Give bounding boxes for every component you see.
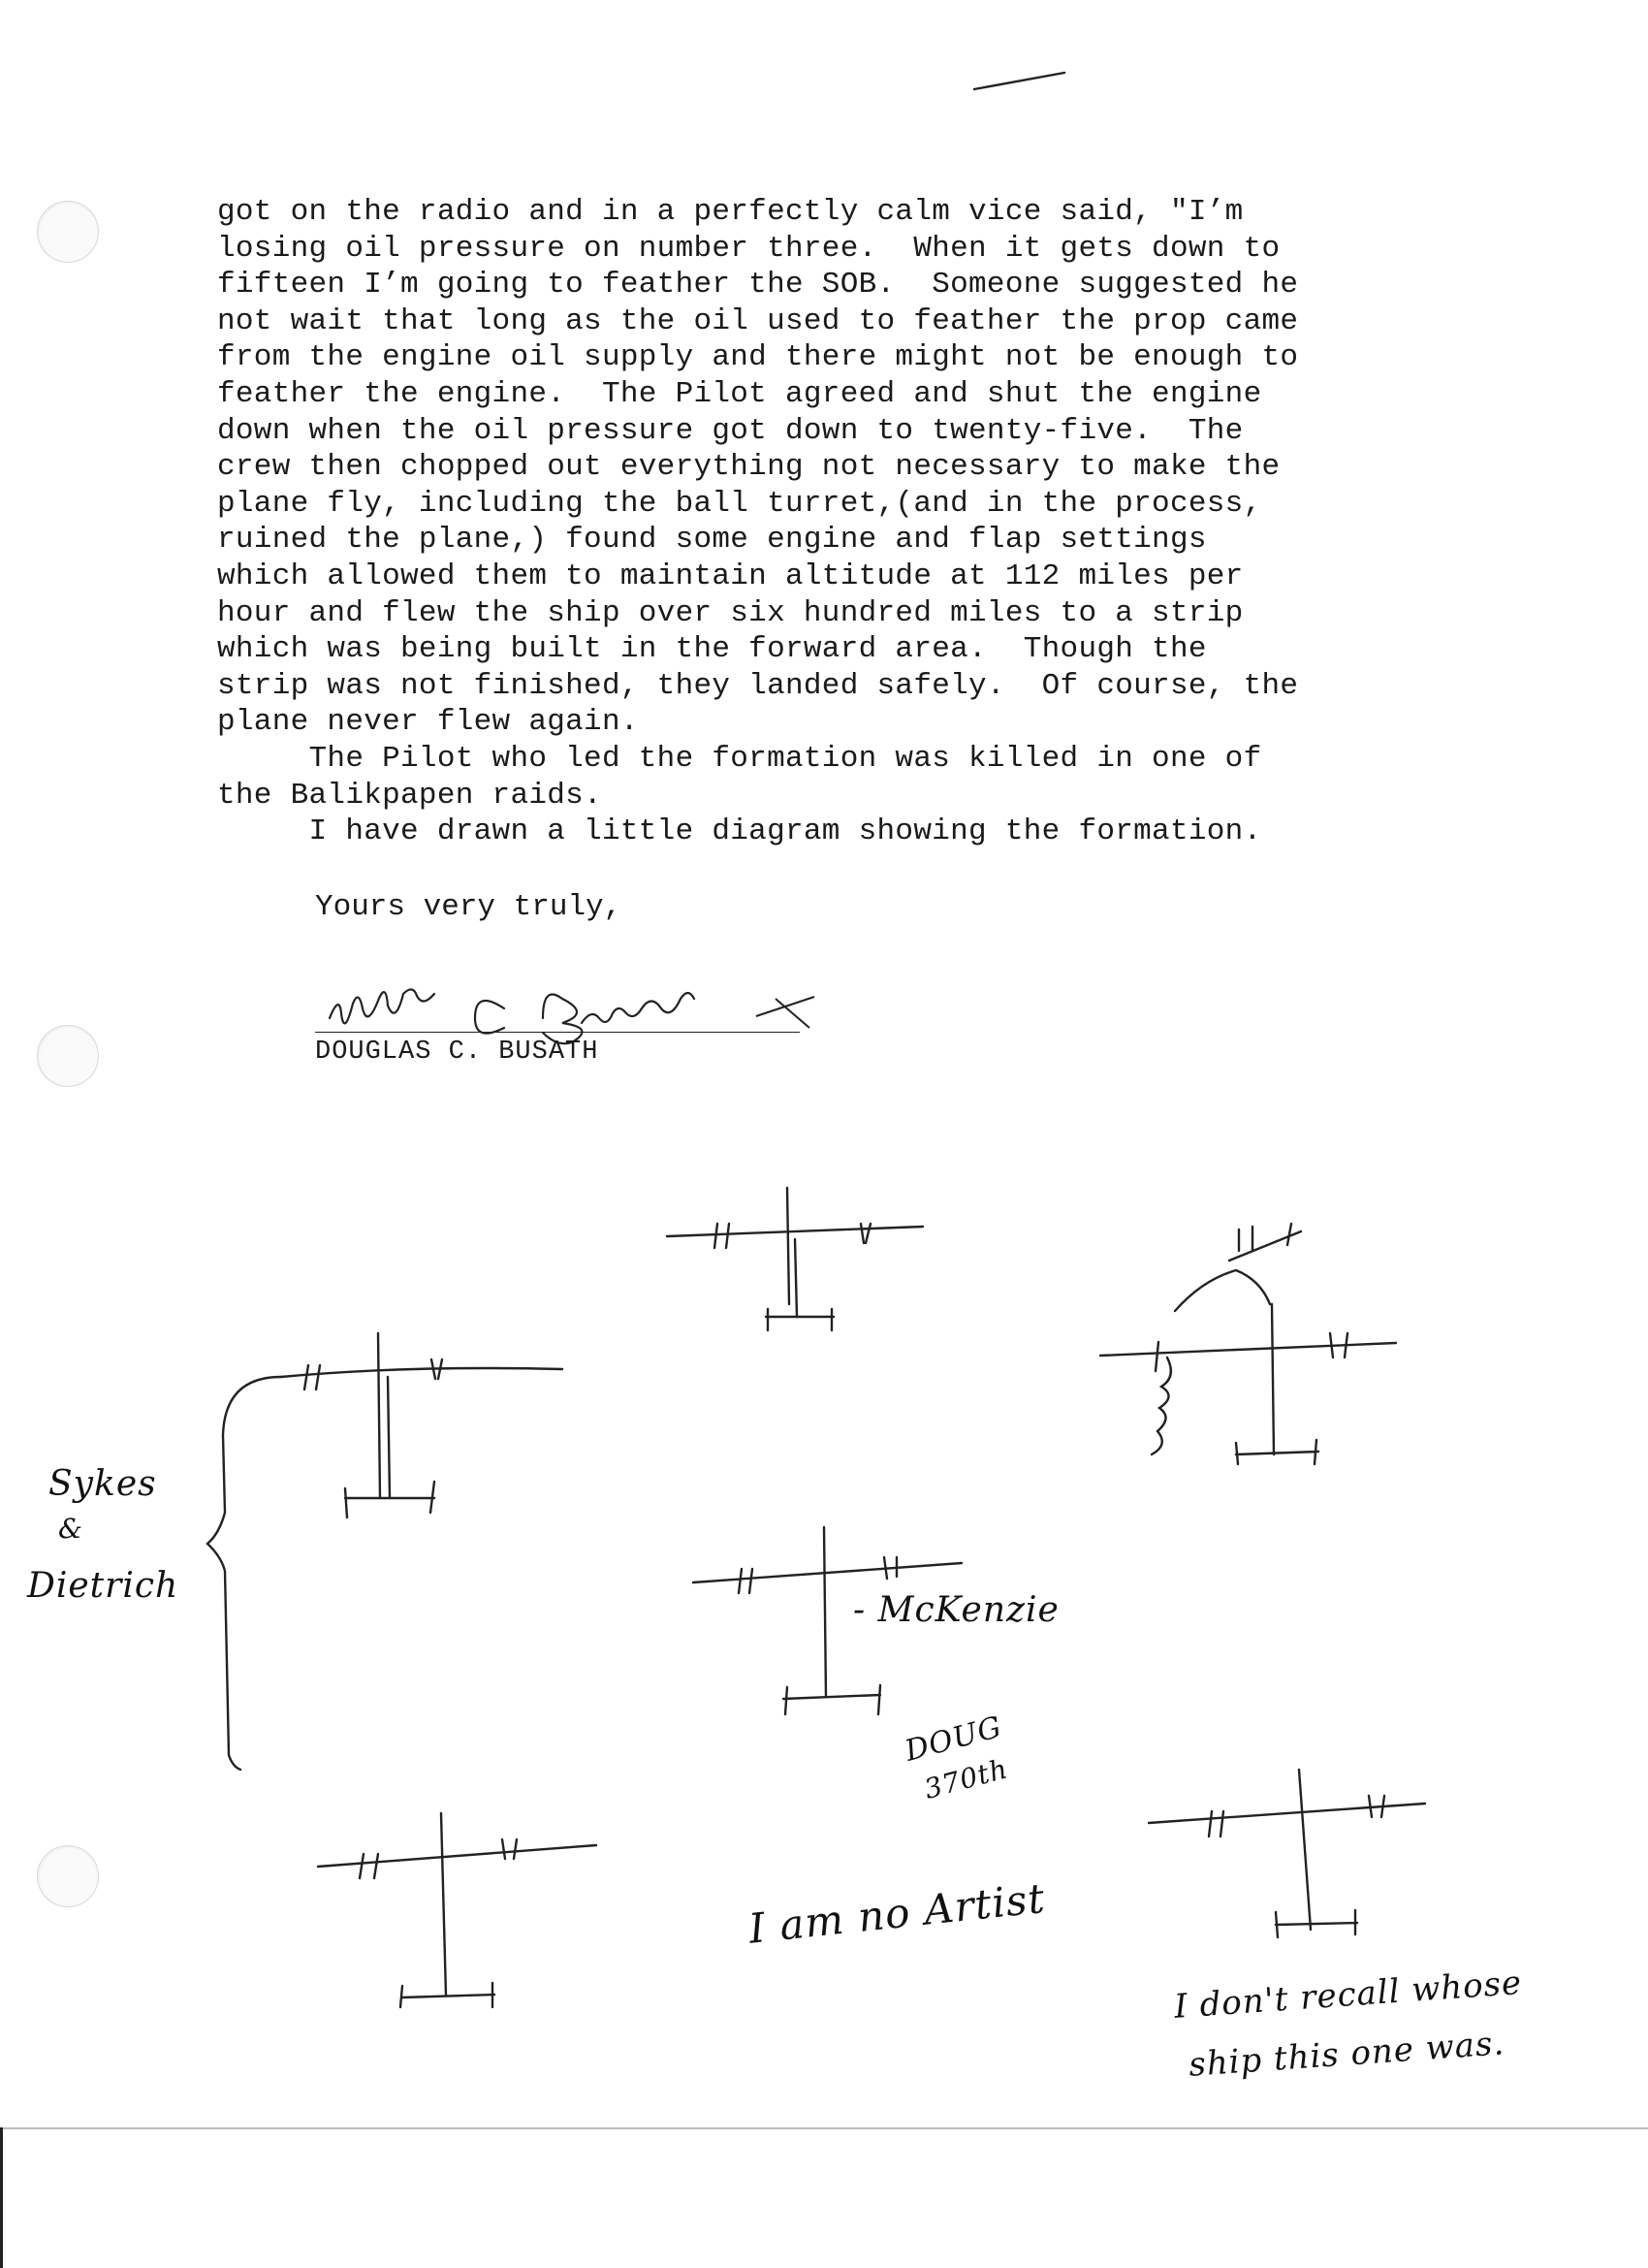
aircraft-sketch (1100, 1224, 1396, 1464)
note-recall-line-1: I don't recall whose (1173, 1963, 1524, 2027)
typed-name: DOUGLAS C. BUSATH (315, 1038, 599, 1067)
note-doug-squadron: 370th (921, 1752, 1012, 1805)
note-sykes: Sykes (48, 1464, 157, 1504)
scan-edge-left (0, 2127, 3, 2268)
aircraft-sketch (318, 1813, 596, 2007)
scan-edge-line (0, 2127, 1648, 2129)
aircraft-sketch (281, 1333, 562, 1517)
letter-paragraph: got on the radio and in a perfectly calm vice said, "I’m losing oil pressure on number three. When it gets down to fifteen I’m going to feather the SOB. Someone suggested he not wait that long as the oil used to feather the prop came from the engine oil supply and there might not be enough to feather the engine. The Pilot agreed and shut the engine down when the oil pressure got down to twenty-five. The crew then chopped out everything not necessary to make the plane fly, including the ball turret,(and in the process, ruined the plane,) found some engine and flap settings which allowed them to maintain altitude at 112 miles per hour and flew the ship over six hundred miles to a strip which was being built in the forward area. Though the strip was not finished, they landed safely. Of course, the plane never flew again. (217, 195, 1299, 740)
note-dietrich: Dietrich (27, 1566, 179, 1606)
note-doug: DOUG (902, 1709, 1006, 1769)
note-recall-line-2: ship this one was. (1188, 2024, 1506, 2085)
letter-closing: Yours very truly, (315, 890, 622, 924)
aircraft-sketch (1149, 1770, 1425, 1937)
note-mckenzie: - McKenzie (853, 1590, 1060, 1630)
aircraft-sketch (667, 1188, 923, 1330)
note-no-artist: I am no Artist (746, 1873, 1048, 1953)
letter-paragraph: The Pilot who led the formation was killed in one of the Balikpapen raids. (217, 741, 1262, 813)
letter-paragraph: I have drawn a little diagram showing the formation. (217, 815, 1262, 849)
note-ampersand: & (58, 1513, 83, 1545)
